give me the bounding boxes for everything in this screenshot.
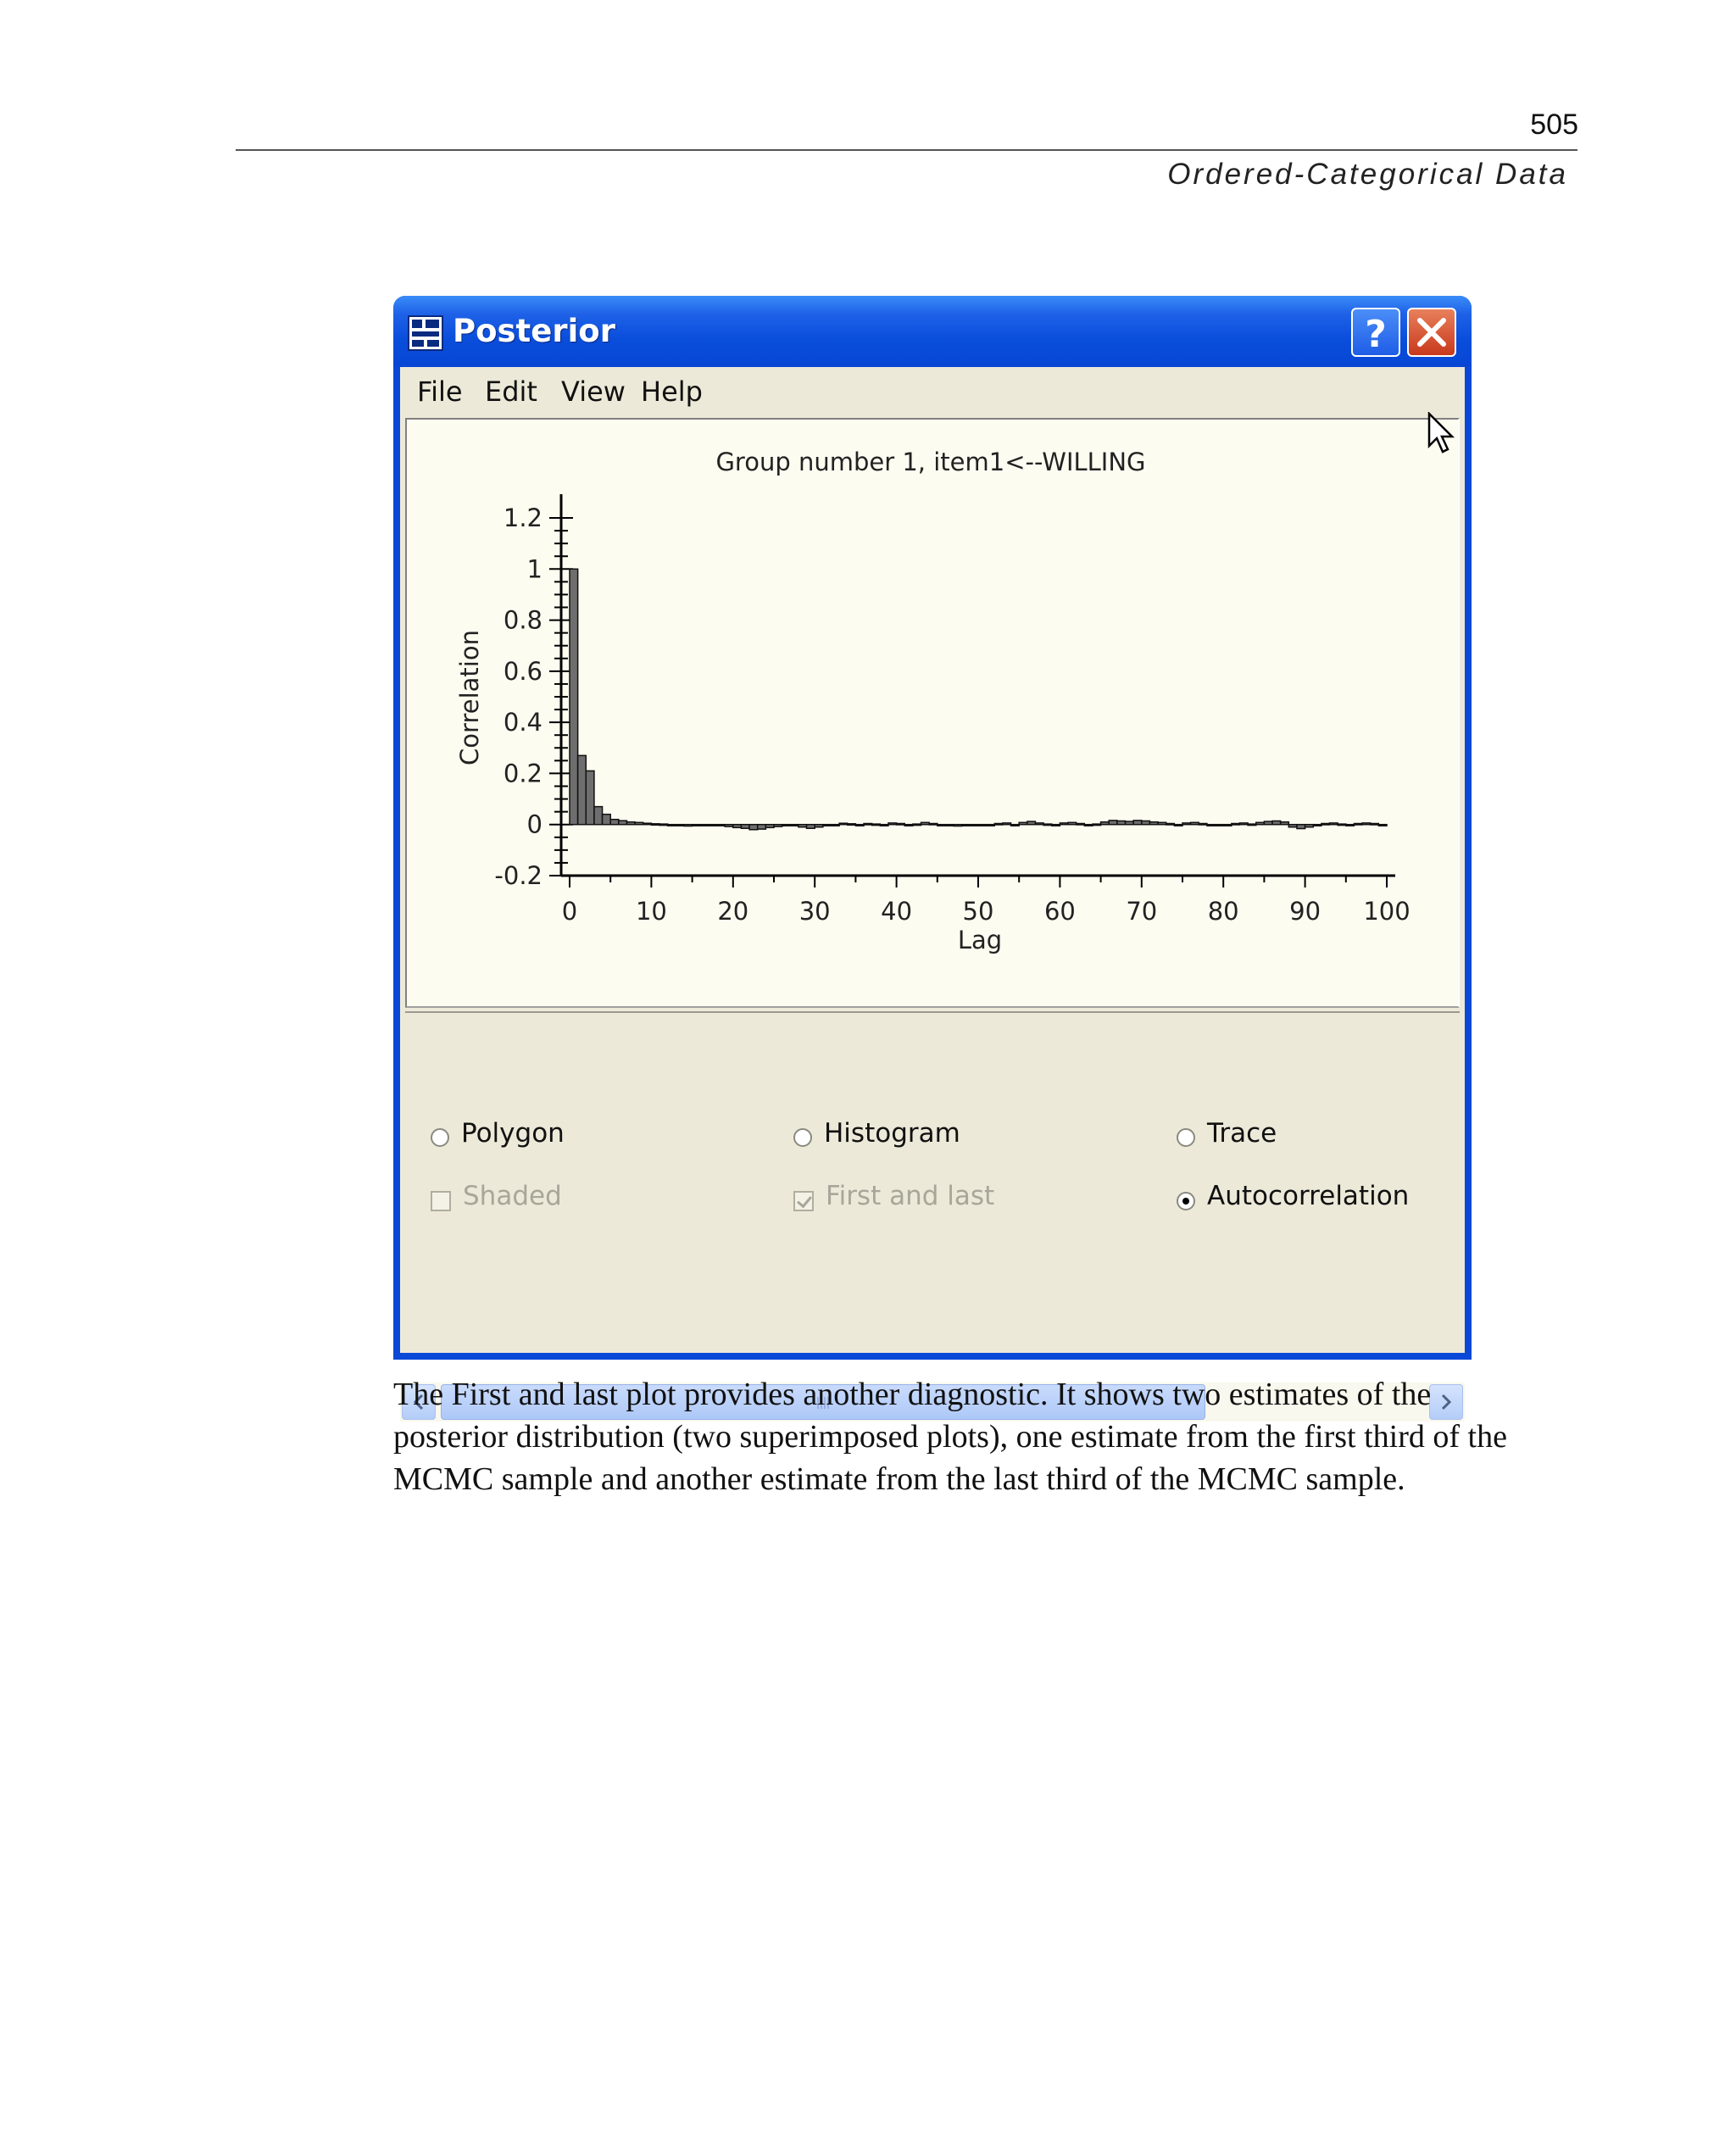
y-tick-label: 1.2 (503, 504, 542, 532)
correlation-bar (603, 815, 611, 825)
correlation-bar (758, 825, 766, 829)
correlation-bar (798, 825, 807, 827)
polygon-radio[interactable] (431, 1128, 449, 1147)
help-button[interactable] (1351, 308, 1400, 357)
histogram-radio[interactable] (793, 1128, 812, 1147)
app-window-icon (407, 314, 444, 352)
correlation-bar (782, 825, 791, 826)
correlation-bar (1272, 821, 1281, 824)
correlation-bar (1158, 822, 1166, 824)
caption-line: MCMC sample and another estimate from the last third of the MCMC sample. (393, 1461, 1405, 1497)
y-tick-label: 0 (526, 810, 542, 839)
posterior-window (393, 296, 1472, 1360)
correlation-bar (1346, 825, 1355, 826)
correlation-bar (1216, 825, 1224, 826)
histogram-label[interactable]: Histogram (824, 1118, 960, 1149)
correlation-bar (880, 825, 888, 826)
autocorrelation-chart (407, 420, 1458, 1006)
y-tick-label: 1 (526, 554, 542, 584)
correlation-bar (1035, 823, 1043, 825)
correlation-bar (970, 825, 978, 826)
correlation-bar (1264, 821, 1272, 825)
x-tick-label: 30 (798, 897, 831, 926)
correlation-bar (1149, 822, 1158, 825)
title-bar[interactable] (393, 296, 1472, 367)
correlation-bar (700, 825, 709, 826)
correlation-bar (904, 825, 913, 826)
axes (494, 494, 1410, 926)
correlation-bar (929, 824, 938, 826)
chart-title: Group number 1, item1<--WILLING (715, 448, 1146, 476)
correlation-bar (1305, 825, 1314, 827)
correlation-bar (1248, 824, 1256, 826)
svg-text:?: ? (1365, 313, 1387, 355)
trace-radio[interactable] (1177, 1128, 1195, 1147)
correlation-bar (1232, 824, 1240, 826)
correlation-bar (659, 824, 668, 826)
page-number: 505 (1530, 108, 1578, 141)
x-tick-label: 20 (717, 897, 749, 926)
correlation-bar (1126, 821, 1134, 825)
correlation-bar (765, 825, 774, 828)
correlation-bar (1362, 823, 1371, 825)
correlation-bar (1003, 823, 1011, 825)
correlation-bar (1174, 825, 1182, 826)
correlation-bar (945, 825, 954, 826)
correlation-bar (823, 825, 832, 826)
correlation-bar (1297, 825, 1305, 829)
caption-line: The First and last plot provides another diagnostic. It shows two estimates of the (393, 1377, 1432, 1412)
close-icon (1409, 309, 1455, 355)
correlation-bar (1084, 825, 1093, 826)
x-tick-label: 0 (561, 897, 578, 926)
question-icon (1353, 309, 1399, 355)
correlation-bar (855, 825, 864, 826)
correlation-bar (1011, 825, 1020, 826)
menu-file[interactable]: File (417, 376, 463, 408)
x-tick-label: 60 (1043, 897, 1076, 926)
correlation-bar (570, 569, 578, 824)
running-head: Ordered-Categorical Data (1167, 158, 1568, 191)
window-client-area (400, 367, 1465, 1353)
correlation-bar (1256, 822, 1265, 824)
close-button[interactable] (1407, 308, 1456, 357)
correlation-bar (1117, 821, 1126, 824)
trace-label[interactable]: Trace (1207, 1118, 1277, 1149)
correlation-bar (897, 824, 905, 826)
correlation-bar (1191, 822, 1199, 824)
correlation-bar (839, 823, 848, 825)
header-rule (236, 149, 1577, 151)
correlation-bar (1338, 824, 1346, 826)
first-and-last-label[interactable]: First and last (826, 1181, 995, 1211)
window-title: Posterior (453, 313, 615, 349)
caption (393, 1373, 1580, 1500)
correlation-bar (1223, 825, 1232, 826)
correlation-bar (1321, 824, 1330, 826)
correlation-bar (1207, 825, 1216, 826)
correlation-bar (586, 771, 594, 824)
correlation-bar (1133, 821, 1142, 825)
y-tick-label: -0.2 (494, 861, 542, 890)
correlation-bar (994, 824, 1003, 826)
correlation-bar (1068, 822, 1077, 824)
correlation-bar (1077, 824, 1085, 826)
correlation-bar (872, 824, 881, 826)
correlation-bar (938, 825, 946, 826)
correlation-bar (626, 822, 635, 825)
x-axis-label: Lag (957, 926, 1003, 954)
correlation-bar (1281, 822, 1289, 825)
correlation-bar (1019, 822, 1027, 824)
correlation-bar (1109, 821, 1117, 825)
y-tick-label: 0.8 (503, 605, 542, 635)
shaded-label[interactable]: Shaded (463, 1181, 562, 1211)
menu-edit[interactable]: Edit (485, 376, 537, 408)
correlation-bar (1027, 821, 1036, 825)
polygon-label[interactable]: Polygon (461, 1118, 565, 1149)
x-tick-label: 70 (1126, 897, 1158, 926)
bars (570, 569, 1387, 829)
menu-bar (400, 367, 1465, 418)
correlation-bar (1371, 824, 1379, 826)
autocorrelation-label[interactable]: Autocorrelation (1207, 1181, 1410, 1211)
correlation-bar (815, 825, 823, 827)
correlation-bar (676, 825, 684, 826)
correlation-bar (643, 823, 652, 825)
correlation-bar (962, 825, 971, 826)
x-tick-label: 90 (1289, 897, 1321, 926)
y-tick-label: 0.2 (503, 759, 542, 788)
correlation-bar (774, 825, 782, 826)
correlation-bar (954, 825, 962, 826)
correlation-bar (888, 823, 897, 825)
splitter[interactable] (405, 1011, 1460, 1020)
correlation-bar (619, 821, 627, 825)
x-tick-label: 10 (635, 897, 667, 926)
correlation-bar (1182, 823, 1191, 825)
correlation-bar (1093, 824, 1101, 826)
y-axis-label: Correlation (455, 630, 484, 765)
correlation-bar (1043, 824, 1052, 826)
correlation-bar (1330, 823, 1338, 825)
correlation-bar (1060, 823, 1068, 825)
correlation-bar (749, 825, 758, 830)
correlation-bar (1313, 825, 1321, 826)
correlation-bar (921, 822, 930, 824)
menu-view[interactable]: View (561, 376, 626, 408)
correlation-bar (684, 825, 693, 826)
y-tick-label: 0.4 (503, 708, 542, 737)
correlation-bar (831, 825, 839, 826)
correlation-bar (1101, 822, 1110, 825)
caption-line: posterior distribution (two superimposed plots), one estimate from the first third of the (393, 1419, 1507, 1455)
correlation-bar (651, 824, 659, 826)
shaded-checkbox[interactable] (431, 1191, 451, 1211)
x-tick-label: 40 (881, 897, 913, 926)
menu-help[interactable]: Help (641, 376, 703, 408)
correlation-bar (1142, 821, 1150, 824)
correlation-bar (610, 820, 619, 825)
correlation-bar (913, 824, 921, 826)
correlation-bar (717, 825, 726, 826)
correlation-bar (578, 755, 587, 824)
correlation-bar (741, 825, 749, 829)
correlation-bar (807, 825, 815, 829)
correlation-bar (987, 825, 995, 826)
correlation-bar (668, 825, 676, 826)
correlation-bar (1239, 823, 1248, 825)
correlation-bar (848, 824, 856, 826)
correlation-bar (1052, 825, 1060, 826)
x-tick-label: 100 (1363, 897, 1410, 926)
y-tick-label: 0.6 (503, 656, 542, 686)
plot-area (405, 418, 1460, 1008)
correlation-bar (1378, 825, 1387, 826)
autocorrelation-radio[interactable] (1177, 1192, 1195, 1210)
correlation-bar (864, 824, 872, 826)
correlation-bar (725, 825, 733, 826)
correlation-bar (1354, 824, 1362, 826)
mouse-cursor-icon (1427, 412, 1461, 463)
correlation-bar (978, 825, 987, 826)
correlation-bar (790, 825, 798, 826)
correlation-bar (1288, 825, 1297, 827)
x-tick-label: 50 (962, 897, 994, 926)
first-and-last-checkbox[interactable] (793, 1191, 814, 1211)
correlation-bar (1166, 824, 1175, 826)
correlation-bar (594, 807, 603, 825)
correlation-bar (733, 825, 742, 828)
x-tick-label: 80 (1207, 897, 1239, 926)
correlation-bar (693, 825, 701, 826)
correlation-bar (635, 822, 643, 824)
correlation-bar (1199, 824, 1207, 826)
correlation-bar (709, 825, 717, 826)
